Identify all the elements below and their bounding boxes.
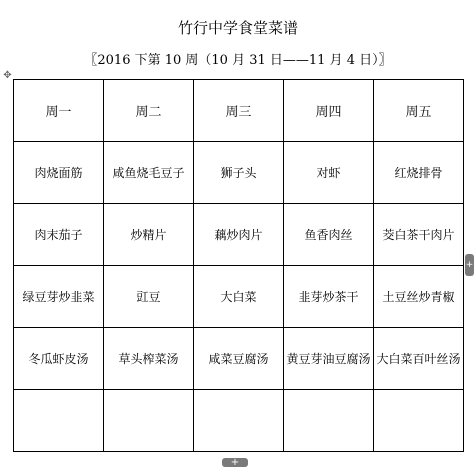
table-cell[interactable]: 黄豆芽油豆腐汤 xyxy=(284,328,374,390)
table-row xyxy=(14,328,464,390)
header-cell-friday[interactable]: 周五 xyxy=(374,80,464,142)
table-cell[interactable]: 藕炒肉片 xyxy=(194,204,284,266)
table-cell[interactable] xyxy=(194,390,284,452)
table-cell[interactable]: 绿豆芽炒韭菜 xyxy=(14,266,104,328)
page-title: 竹行中学食堂菜谱 xyxy=(177,19,298,37)
table-cell[interactable]: 对虾 xyxy=(284,142,374,204)
table-cell[interactable]: 草头榨菜汤 xyxy=(104,328,194,390)
table-cell[interactable]: 土豆丝炒青椒 xyxy=(374,266,464,328)
table-cell[interactable]: 韭芽炒茶干 xyxy=(284,266,374,328)
header-cell-thursday[interactable]: 周四 xyxy=(284,80,374,142)
table-cell[interactable]: 肉末茄子 xyxy=(14,204,104,266)
header-cell-tuesday[interactable]: 周二 xyxy=(104,80,194,142)
table-cell[interactable]: 咸鱼烧毛豆子 xyxy=(104,142,194,204)
header-cell-wednesday[interactable]: 周三 xyxy=(194,80,284,142)
table-row xyxy=(14,266,464,328)
add-column-handle-icon[interactable]: + xyxy=(465,254,474,276)
table-cell[interactable] xyxy=(14,390,104,452)
table-row xyxy=(14,142,464,204)
menu-table xyxy=(13,79,464,452)
page-subtitle: 〖2016 下第 10 周（10 月 31 日——11 月 4 日）〗 xyxy=(84,53,392,68)
table-header-row xyxy=(14,80,464,142)
table-move-handle-icon[interactable]: ✥ xyxy=(3,70,12,81)
table-row xyxy=(14,390,464,452)
table-cell[interactable]: 炒精片 xyxy=(104,204,194,266)
table-cell[interactable]: 冬瓜虾皮汤 xyxy=(14,328,104,390)
table-cell[interactable]: 狮子头 xyxy=(194,142,284,204)
table-cell[interactable]: 大白菜百叶丝汤 xyxy=(374,328,464,390)
table-cell[interactable] xyxy=(374,390,464,452)
table-row xyxy=(14,204,464,266)
table-cell[interactable]: 茭白茶干肉片 xyxy=(374,204,464,266)
add-row-handle-icon[interactable]: + xyxy=(222,458,248,467)
table-cell[interactable]: 大白菜 xyxy=(194,266,284,328)
table-cell[interactable]: 鱼香肉丝 xyxy=(284,204,374,266)
table-cell[interactable] xyxy=(284,390,374,452)
table-cell[interactable]: 豇豆 xyxy=(104,266,194,328)
table-cell[interactable]: 咸菜豆腐汤 xyxy=(194,328,284,390)
table-cell[interactable] xyxy=(104,390,194,452)
header-cell-monday[interactable]: 周一 xyxy=(14,80,104,142)
table-cell[interactable]: 红烧排骨 xyxy=(374,142,464,204)
table-cell[interactable]: 肉烧面筋 xyxy=(14,142,104,204)
